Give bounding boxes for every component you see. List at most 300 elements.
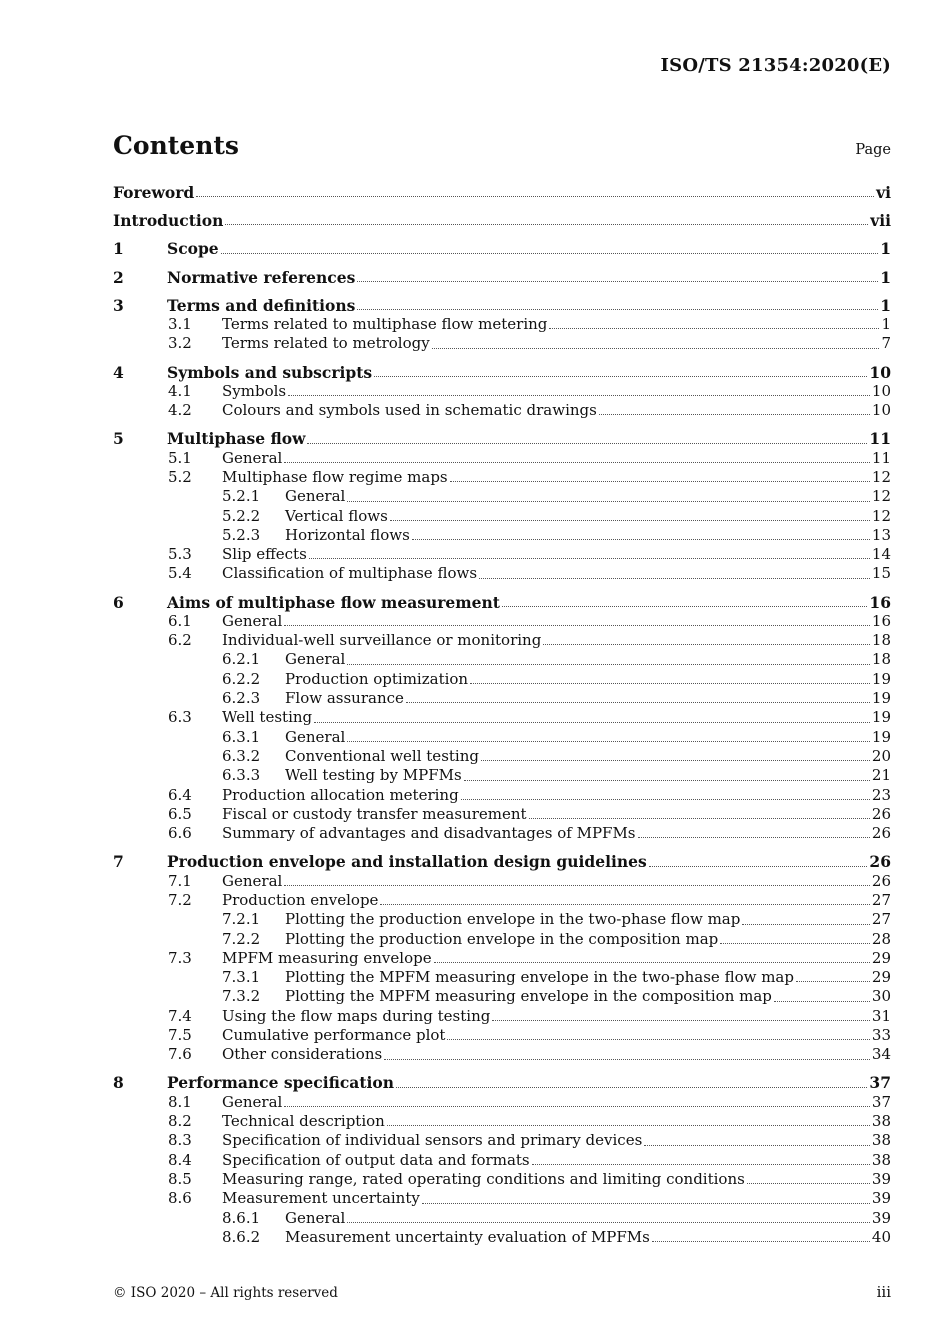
toc-entry[interactable] — [113, 526, 891, 545]
toc-dot-leader — [796, 980, 870, 982]
toc-entry-number: 8.1 — [168, 1092, 192, 1111]
toc-entry-page[interactable]: 1 — [880, 267, 891, 287]
toc-entry-page[interactable]: 26 — [871, 804, 891, 823]
toc-entry-number: 6.2 — [168, 631, 192, 650]
toc-entry-number: 7.4 — [168, 1006, 192, 1025]
toc-entry-page[interactable]: 19 — [871, 689, 891, 708]
toc-entry[interactable] — [113, 1151, 891, 1170]
toc-entry-line — [222, 631, 891, 650]
toc-entry-number: 5.2.1 — [222, 487, 261, 506]
toc-entry-page[interactable]: 10 — [871, 381, 891, 400]
toc-entry[interactable] — [113, 401, 891, 420]
toc-entry-number: 7.3.1 — [222, 968, 261, 987]
toc-dot-leader — [380, 903, 869, 905]
toc-entry-title[interactable]: General — [285, 487, 346, 506]
toc-entry-title[interactable]: Terms related to metrology — [222, 334, 430, 353]
toc-entry-number: 7.3.2 — [222, 987, 261, 1006]
toc-entry-line — [285, 487, 891, 506]
toc-entry-title[interactable]: General — [222, 448, 283, 467]
toc-entry-title[interactable]: Production envelope — [222, 890, 379, 909]
toc-entry-number: 3 — [113, 295, 124, 315]
toc-dot-leader — [406, 701, 870, 703]
toc-entry-number: 4.2 — [168, 401, 192, 420]
toc-dot-leader — [447, 1038, 869, 1040]
toc-entry[interactable] — [113, 689, 891, 708]
toc-dot-leader — [638, 836, 870, 838]
toc-entry-line — [222, 401, 891, 420]
toc-dot-leader — [434, 961, 870, 963]
toc-entry[interactable] — [113, 449, 891, 468]
toc-entry-number: 6.6 — [168, 824, 192, 843]
toc-entry-title[interactable]: Production allocation metering — [222, 785, 459, 804]
toc-dot-leader — [347, 1221, 870, 1223]
toc-entry-title[interactable]: Plotting the production envelope in the two-phase flow map — [285, 910, 741, 929]
toc-entry-number: 5.2.3 — [222, 525, 261, 544]
toc-entry[interactable] — [113, 949, 891, 968]
toc-entry-title[interactable]: Well testing by MPFMs — [285, 766, 462, 785]
toc-entry-title[interactable]: Well testing — [222, 708, 313, 727]
toc-entry[interactable] — [113, 564, 891, 583]
toc-entry-number: 7.6 — [168, 1045, 192, 1064]
toc-entry-line — [113, 183, 891, 202]
toc-entry-page[interactable]: 38 — [871, 1112, 891, 1131]
toc-entry-title[interactable]: Using the flow maps during testing — [222, 1006, 491, 1025]
toc-entry-page[interactable]: 26 — [869, 852, 891, 872]
toc-entry-title[interactable]: Introduction — [113, 211, 224, 231]
toc-entry-title[interactable]: General — [285, 727, 346, 746]
toc-entry-page[interactable]: 26 — [871, 871, 891, 890]
toc-entry[interactable] — [113, 1228, 891, 1247]
toc-entry-title[interactable]: Measurement uncertainty — [222, 1189, 420, 1208]
toc-entry-number: 7.2.1 — [222, 910, 261, 929]
toc-dot-leader — [390, 519, 870, 521]
toc-entry-line — [167, 1073, 891, 1092]
toc-entry[interactable] — [113, 315, 891, 334]
toc-entry-title[interactable]: General — [222, 611, 283, 630]
toc-entry-page[interactable]: 1 — [880, 295, 891, 315]
toc-entry[interactable] — [113, 1007, 891, 1026]
toc-entry-page[interactable]: 19 — [871, 669, 891, 688]
toc-entry-number: 3.2 — [168, 334, 192, 353]
contents-title: Contents — [113, 131, 240, 160]
toc-entry-title[interactable]: Fiscal or custody transfer measurement — [222, 804, 527, 823]
toc-entry[interactable] — [113, 612, 891, 631]
toc-entry-number: 7.5 — [168, 1026, 192, 1044]
toc-entry-number: 5.2.2 — [222, 506, 261, 525]
toc-dot-leader — [288, 394, 870, 396]
toc-entry-page[interactable]: 27 — [871, 910, 891, 929]
toc-entry-page[interactable]: 18 — [871, 631, 891, 650]
toc-entry-page[interactable]: vii — [870, 211, 891, 231]
toc-entry-title[interactable]: Plotting the MPFM measuring envelope in the composition map — [285, 987, 772, 1006]
toc-entry-page[interactable]: 38 — [871, 1150, 891, 1169]
toc-entry-title[interactable]: Multiphase flow — [167, 429, 306, 449]
toc-entry[interactable] — [113, 593, 891, 612]
toc-entry-number: 8.5 — [168, 1169, 192, 1188]
toc-entry-number: 7.2 — [168, 890, 192, 909]
toc-entry-line — [222, 468, 891, 487]
toc-entry-line — [285, 526, 891, 545]
toc-dot-leader — [649, 865, 868, 867]
toc-entry-number: 6.1 — [168, 611, 192, 630]
table-of-contents — [113, 183, 891, 1247]
toc-entry-title[interactable]: Production optimization — [285, 669, 469, 688]
toc-entry[interactable] — [113, 545, 891, 564]
toc-entry-title[interactable]: Colours and symbols used in schematic drawings — [222, 401, 597, 420]
toc-entry-title[interactable]: Symbols and subscripts — [167, 362, 373, 382]
standard-id-header: ISO/TS 21354:2020(E) — [660, 55, 891, 76]
toc-entry[interactable] — [113, 987, 891, 1006]
toc-dot-leader — [284, 461, 870, 463]
toc-entry-line — [167, 429, 891, 448]
toc-entry-page[interactable]: 19 — [871, 727, 891, 746]
toc-entry[interactable] — [113, 824, 891, 843]
toc-entry-number: 6.2.1 — [222, 650, 261, 669]
toc-entry-page[interactable]: 38 — [871, 1131, 891, 1150]
toc-entry-number: 4 — [113, 362, 124, 382]
toc-entry-title[interactable]: Terms related to multiphase flow metering — [222, 315, 548, 334]
toc-entry-line — [285, 689, 891, 708]
toc-entry-line — [167, 296, 891, 315]
toc-entry-page[interactable]: 39 — [871, 1208, 891, 1227]
toc-entry-page[interactable]: 10 — [871, 401, 891, 420]
toc-entry-line — [222, 1151, 891, 1170]
toc-entry[interactable] — [113, 382, 891, 401]
toc-entry-title[interactable]: Slip effects — [222, 545, 307, 564]
toc-entry-page[interactable]: 28 — [871, 929, 891, 948]
toc-dot-leader — [481, 759, 870, 761]
toc-dot-leader — [529, 817, 870, 819]
toc-entry-title[interactable]: Scope — [167, 239, 219, 259]
toc-dot-leader — [314, 721, 870, 723]
toc-entry-page[interactable]: 34 — [871, 1045, 891, 1064]
toc-entry[interactable] — [113, 670, 891, 689]
toc-entry-title[interactable]: Horizontal flows — [285, 525, 410, 544]
toc-entry-title[interactable]: Vertical flows — [285, 506, 388, 525]
toc-entry-page[interactable]: 31 — [871, 1006, 891, 1025]
toc-entry-title[interactable]: Performance specification — [167, 1073, 395, 1093]
toc-entry-line — [222, 612, 891, 631]
toc-entry-title[interactable]: Multiphase flow regime maps — [222, 467, 448, 486]
toc-entry-title[interactable]: Measuring range, rated operating conditions and limiting conditions — [222, 1169, 745, 1188]
toc-dot-leader — [307, 442, 867, 444]
toc-entry[interactable] — [113, 747, 891, 766]
toc-entry-page[interactable]: 21 — [871, 766, 891, 785]
toc-entry-title[interactable]: Plotting the MPFM measuring envelope in the two-phase flow map — [285, 968, 794, 987]
toc-entry-line — [222, 564, 891, 583]
toc-entry-line — [285, 766, 891, 785]
toc-dot-leader — [284, 1105, 870, 1107]
toc-entry-number: 6.4 — [168, 785, 192, 804]
toc-entry-page[interactable]: 16 — [869, 592, 891, 612]
toc-entry-number: 2 — [113, 267, 124, 287]
toc-entry-line — [167, 239, 891, 258]
toc-entry-line — [222, 1189, 891, 1208]
toc-entry-title[interactable]: Terms and definitions — [167, 295, 356, 315]
toc-dot-leader — [532, 1163, 870, 1165]
toc-entry-page[interactable]: 12 — [871, 506, 891, 525]
toc-entry-page[interactable]: 14 — [871, 545, 891, 564]
toc-entry-title[interactable]: Technical description — [222, 1112, 385, 1131]
toc-entry[interactable] — [113, 239, 891, 258]
toc-entry-page[interactable]: 30 — [871, 987, 891, 1006]
toc-entry-page[interactable]: 12 — [871, 467, 891, 486]
toc-dot-leader — [479, 577, 870, 579]
toc-entry-line — [285, 910, 891, 929]
toc-entry-title[interactable]: Production envelope and installation design guidelines — [167, 852, 647, 872]
toc-dot-leader — [652, 1240, 870, 1242]
toc-entry-page[interactable]: 39 — [871, 1189, 891, 1208]
toc-entry[interactable] — [113, 296, 891, 315]
toc-entry-title[interactable]: Aims of multiphase flow measurement — [167, 592, 500, 612]
toc-dot-leader — [196, 195, 874, 197]
toc-entry-title[interactable]: Flow assurance — [285, 689, 404, 708]
toc-entry-number: 8.3 — [168, 1131, 192, 1150]
toc-dot-leader — [747, 1182, 870, 1184]
toc-dot-leader — [742, 923, 870, 925]
toc-entry-line — [222, 786, 891, 805]
toc-entry-page[interactable]: 29 — [871, 968, 891, 987]
toc-entry[interactable] — [113, 708, 891, 727]
toc-entry-page[interactable]: 27 — [871, 890, 891, 909]
toc-entry-line — [222, 824, 891, 843]
toc-entry-line — [222, 1093, 891, 1112]
toc-entry-line — [222, 334, 891, 353]
toc-entry-page[interactable]: 33 — [871, 1026, 891, 1044]
toc-entry[interactable] — [113, 1026, 891, 1045]
toc-entry-title[interactable]: Other considerations — [222, 1045, 383, 1064]
toc-entry-page[interactable]: 19 — [871, 708, 891, 727]
toc-dot-leader — [387, 1124, 870, 1126]
toc-entry-line — [222, 1170, 891, 1189]
toc-entry-line — [222, 1045, 891, 1064]
toc-entry-line — [222, 872, 891, 891]
toc-entry-page[interactable]: 16 — [871, 611, 891, 630]
toc-entry-page[interactable]: 1 — [880, 239, 891, 259]
toc-entry-title[interactable]: General — [285, 1208, 346, 1227]
toc-entry-number: 6.5 — [168, 804, 192, 823]
toc-entry[interactable] — [113, 507, 891, 526]
toc-entry-title[interactable]: MPFM measuring envelope — [222, 948, 432, 967]
toc-entry-page[interactable]: 29 — [871, 948, 891, 967]
toc-entry-line — [222, 545, 891, 564]
toc-entry-number: 5.4 — [168, 564, 192, 583]
toc-dot-leader — [644, 1144, 870, 1146]
toc-entry-page[interactable]: 18 — [871, 650, 891, 669]
toc-entry-number: 8.2 — [168, 1112, 192, 1131]
toc-entry-number: 6.3.3 — [222, 766, 261, 785]
toc-entry-number: 6.2.3 — [222, 689, 261, 708]
toc-entry[interactable] — [113, 631, 891, 650]
toc-dot-leader — [461, 798, 870, 800]
toc-dot-leader — [432, 347, 880, 349]
toc-dot-leader — [774, 1000, 870, 1002]
toc-entry-page[interactable]: 11 — [869, 429, 891, 449]
toc-entry-number: 5.3 — [168, 545, 192, 564]
toc-dot-leader — [720, 942, 870, 944]
toc-entry[interactable] — [113, 1045, 891, 1064]
toc-entry[interactable] — [113, 334, 891, 353]
toc-entry[interactable] — [113, 728, 891, 747]
page-column-label: Page — [855, 142, 891, 158]
toc-dot-leader — [347, 740, 870, 742]
toc-dot-leader — [374, 375, 867, 377]
toc-entry-line — [285, 650, 891, 669]
toc-entry-line — [285, 670, 891, 689]
toc-dot-leader — [225, 223, 868, 225]
toc-entry[interactable] — [113, 805, 891, 824]
toc-entry-line — [222, 382, 891, 401]
toc-entry-line — [222, 708, 891, 727]
toc-entry-title[interactable]: General — [285, 650, 346, 669]
toc-entry-number: 6.3 — [168, 708, 192, 727]
toc-entry-number: 5.2 — [168, 467, 192, 486]
toc-entry-line — [167, 593, 891, 612]
toc-entry-page[interactable]: 39 — [871, 1169, 891, 1188]
toc-entry[interactable] — [113, 650, 891, 669]
toc-entry-line — [222, 1026, 891, 1045]
toc-entry-number: 1 — [113, 239, 124, 259]
toc-entry-title[interactable]: Foreword — [113, 183, 195, 202]
toc-entry-line — [222, 949, 891, 968]
toc-entry-page[interactable]: 37 — [871, 1092, 891, 1111]
toc-entry[interactable] — [113, 852, 891, 871]
toc-entry-number: 8.4 — [168, 1150, 192, 1169]
toc-entry-page[interactable]: 20 — [871, 746, 891, 765]
toc-dot-leader — [492, 1019, 870, 1021]
toc-entry-title[interactable]: Classification of multiphase flows — [222, 564, 478, 583]
toc-entry-title[interactable]: Individual-well surveillance or monitoring — [222, 631, 542, 650]
toc-entry-page[interactable]: 10 — [869, 362, 891, 382]
toc-entry[interactable] — [113, 268, 891, 287]
toc-entry[interactable] — [113, 968, 891, 987]
toc-entry-number: 5.1 — [168, 448, 192, 467]
toc-dot-leader — [284, 884, 870, 886]
toc-entry-title[interactable]: Specification of output data and formats — [222, 1150, 530, 1169]
toc-entry-line — [222, 805, 891, 824]
toc-entry-page[interactable]: 23 — [871, 785, 891, 804]
toc-entry-line — [285, 987, 891, 1006]
toc-entry-title[interactable]: Specification of individual sensors and primary devices — [222, 1131, 643, 1150]
toc-entry-line — [285, 507, 891, 526]
toc-dot-leader — [396, 1086, 867, 1088]
toc-entry-number: 7.3 — [168, 948, 192, 967]
toc-entry[interactable] — [113, 872, 891, 891]
toc-entry-line — [167, 363, 891, 382]
toc-entry[interactable] — [113, 891, 891, 910]
toc-entry-number: 5 — [113, 429, 124, 449]
toc-dot-leader — [347, 663, 870, 665]
toc-entry-number: 8.6.1 — [222, 1208, 261, 1227]
toc-entry[interactable] — [113, 786, 891, 805]
toc-entry-page[interactable]: 1 — [881, 315, 891, 334]
toc-entry-number: 6.2.2 — [222, 669, 261, 688]
toc-dot-leader — [470, 682, 870, 684]
toc-dot-leader — [543, 643, 870, 645]
toc-entry-title[interactable]: Cumulative performance plot — [222, 1026, 446, 1044]
toc-dot-leader — [502, 605, 867, 607]
toc-entry-title[interactable]: General — [222, 1092, 283, 1111]
toc-entry-line — [222, 1112, 891, 1131]
toc-entry-line — [222, 1007, 891, 1026]
toc-dot-leader — [412, 538, 870, 540]
toc-entry-title[interactable]: General — [222, 871, 283, 890]
toc-dot-leader — [309, 557, 870, 559]
toc-entry-page[interactable]: 7 — [881, 334, 891, 353]
toc-entry-line — [167, 852, 891, 871]
toc-entry-line — [167, 268, 891, 287]
toc-entry-line — [285, 930, 891, 949]
toc-entry-title[interactable]: Symbols — [222, 381, 287, 400]
toc-entry-number: 8.6.2 — [222, 1227, 261, 1246]
toc-dot-leader — [357, 308, 878, 310]
toc-entry-number: 8 — [113, 1073, 124, 1093]
toc-entry-title[interactable]: Summary of advantages and disadvantages of MPFMs — [222, 824, 636, 843]
toc-entry-title[interactable]: Normative references — [167, 267, 356, 287]
toc-entry[interactable] — [113, 1112, 891, 1131]
toc-entry-line — [222, 449, 891, 468]
toc-entry[interactable] — [113, 211, 891, 230]
toc-entry-page[interactable]: 13 — [871, 525, 891, 544]
toc-entry[interactable] — [113, 429, 891, 448]
toc-entry[interactable] — [113, 1189, 891, 1208]
toc-entry[interactable] — [113, 1093, 891, 1112]
toc-entry[interactable] — [113, 766, 891, 785]
toc-entry[interactable] — [113, 487, 891, 506]
toc-entry-page[interactable]: vi — [876, 183, 891, 202]
toc-entry-line — [285, 1209, 891, 1228]
toc-entry[interactable] — [113, 1170, 891, 1189]
toc-entry-page[interactable]: 12 — [871, 487, 891, 506]
toc-entry-page[interactable]: 26 — [871, 824, 891, 843]
toc-entry-page[interactable]: 11 — [871, 448, 891, 467]
toc-entry-page[interactable]: 37 — [869, 1073, 891, 1093]
toc-entry-line — [285, 728, 891, 747]
toc-dot-leader — [464, 779, 870, 781]
toc-entry-number: 4.1 — [168, 381, 192, 400]
toc-entry[interactable] — [113, 183, 891, 202]
toc-entry-line — [285, 1228, 891, 1247]
toc-entry-title[interactable]: Measurement uncertainty evaluation of MPFMs — [285, 1227, 650, 1246]
toc-entry[interactable] — [113, 1073, 891, 1092]
toc-entry-line — [113, 211, 891, 230]
toc-dot-leader — [422, 1202, 870, 1204]
footer-copyright: © ISO 2020 – All rights reserved — [113, 1285, 338, 1301]
toc-entry-line — [222, 1131, 891, 1150]
toc-entry[interactable] — [113, 1131, 891, 1150]
toc-entry-number: 6 — [113, 592, 124, 612]
toc-entry-number: 6.3.1 — [222, 727, 261, 746]
toc-entry-line — [222, 315, 891, 334]
toc-entry[interactable] — [113, 1209, 891, 1228]
toc-entry-line — [285, 747, 891, 766]
toc-entry-title[interactable]: Conventional well testing — [285, 746, 479, 765]
toc-entry-line — [222, 891, 891, 910]
toc-entry[interactable] — [113, 930, 891, 949]
toc-entry[interactable] — [113, 363, 891, 382]
toc-entry-title[interactable]: Plotting the production envelope in the composition map — [285, 929, 719, 948]
toc-entry[interactable] — [113, 910, 891, 929]
toc-dot-leader — [357, 280, 878, 282]
toc-entry-number: 6.3.2 — [222, 746, 261, 765]
footer-page-number: iii — [876, 1283, 891, 1301]
toc-dot-leader — [549, 327, 879, 329]
toc-entry-number: 7 — [113, 852, 124, 872]
toc-entry[interactable] — [113, 468, 891, 487]
toc-entry-page[interactable]: 40 — [871, 1227, 891, 1246]
toc-dot-leader — [284, 624, 870, 626]
toc-entry-page[interactable]: 15 — [871, 564, 891, 583]
